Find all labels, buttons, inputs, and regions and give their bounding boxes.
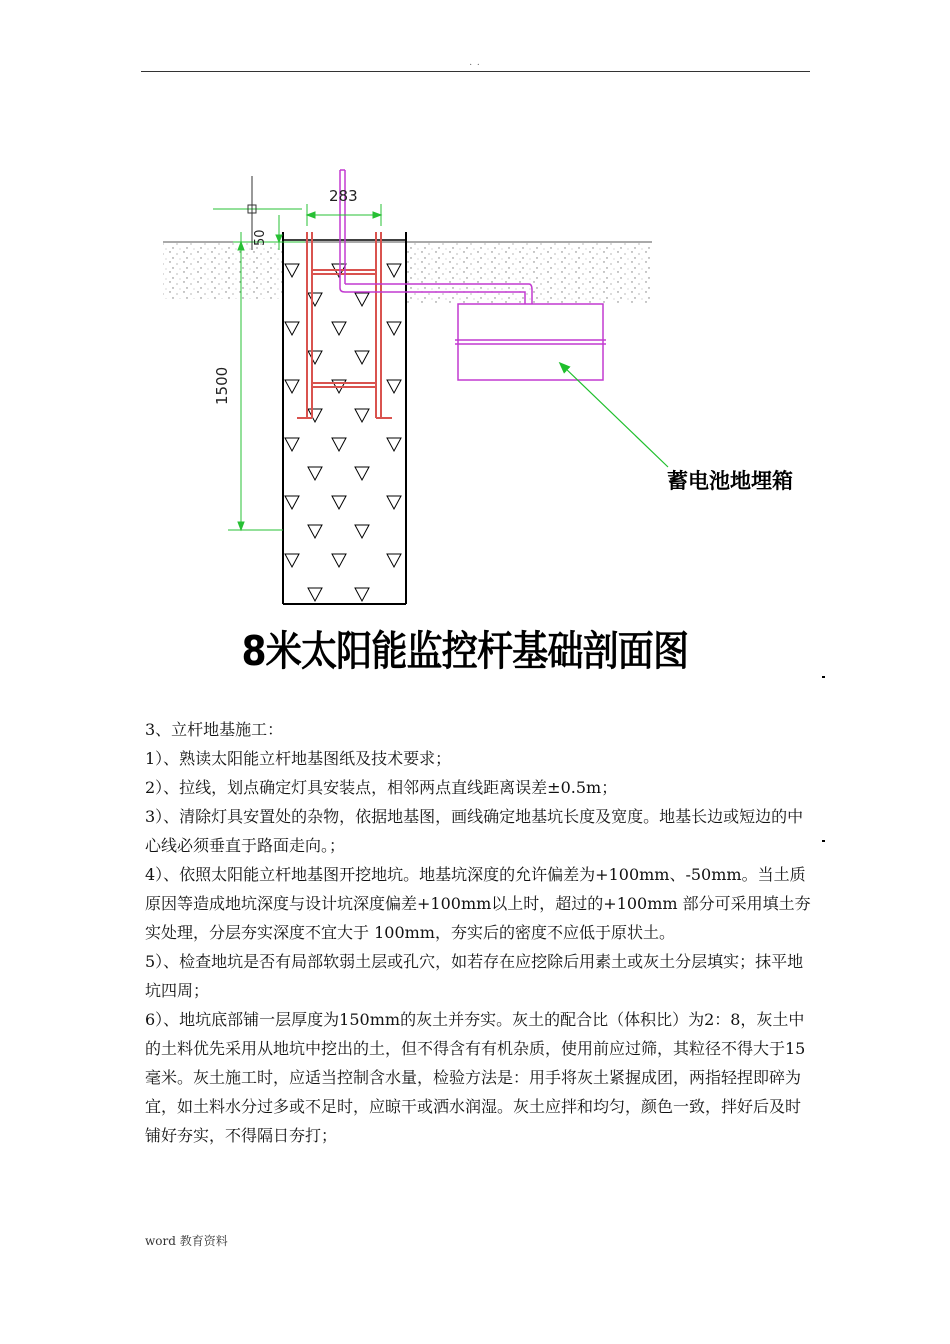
body-text (145, 715, 815, 1150)
header-rule (141, 71, 810, 72)
header-dots: . . (469, 58, 481, 68)
concrete-symbol (387, 322, 401, 335)
concrete-symbol (308, 467, 322, 480)
concrete-symbol (285, 438, 299, 451)
concrete-symbol (285, 380, 299, 393)
concrete-symbol (355, 293, 369, 306)
list-item: 2）、拉线，划点确定灯具安装点，相邻两点直线距离误差±0.5m； (145, 778, 618, 797)
concrete-symbol (387, 554, 401, 567)
battery-box-label: 蓄电池地埋箱 (667, 469, 793, 493)
concrete-symbol (332, 496, 346, 509)
concrete-symbol (387, 264, 401, 277)
figure-title: 8米太阳能监控杆基础剖面图 (241, 627, 689, 675)
offset-dimension-label: 50 (253, 229, 268, 246)
concrete-symbol (355, 467, 369, 480)
concrete-symbol (332, 554, 346, 567)
concrete-symbol (332, 322, 346, 335)
concrete-symbol (308, 409, 322, 422)
concrete-symbol (355, 588, 369, 601)
concrete-symbol (355, 351, 369, 364)
list-item: 4）、依照太阳能立杆地基图开挖地坑。地基坑深度的允许偏差为+100mm、-50mm。当土质原因等造成地坑深度与设计坑深度偏差+100mm以上时，超过的+100mm 部分可采用填土夯实处理，分层夯实深度不宜大于 100mm，夯实后的密度不应低于原状土。 (145, 865, 811, 942)
section-heading: 3、立杆地基施工： (145, 720, 284, 739)
concrete-symbol (308, 525, 322, 538)
concrete-symbol (387, 496, 401, 509)
concrete-symbol (308, 588, 322, 601)
list-item: 1）、熟读太阳能立杆地基图纸及技术要求； (145, 749, 452, 768)
concrete-symbol (308, 293, 322, 306)
concrete-symbol (387, 438, 401, 451)
list-item: 3）、清除灯具安置处的杂物，依据地基图，画线确定地基坑长度及宽度。地基长边或短边的中心线必须垂直于路面走向。； (145, 807, 804, 855)
concrete-symbol (285, 554, 299, 567)
concrete-fill-symbols (285, 264, 401, 601)
concrete-symbol (308, 351, 322, 364)
margin-mark (822, 676, 825, 678)
concrete-symbol (285, 264, 299, 277)
concrete-symbol (332, 438, 346, 451)
foundation-section-drawing (150, 160, 793, 630)
concrete-symbol (355, 409, 369, 422)
footer-text: word 教育资料 (145, 1234, 228, 1248)
width-dimension-label: 283 (329, 187, 358, 205)
battery-box (455, 304, 606, 380)
depth-dimension-label: 1500 (213, 366, 231, 405)
list-item: 5）、检查地坑是否有局部软弱土层或孔穴，如若存在应挖除后用素土或灰土分层填实；抹平地坑四周； (145, 952, 804, 1000)
concrete-symbol (355, 525, 369, 538)
list-item: 6）、地坑底部铺一层厚度为150mm的灰土并夯实。灰土的配合比（体积比）为2：8，灰土中的土料优先采用从地坑中挖出的土，但不得含有有机杂质，使用前应过筛，其粒径不得大于15毫米。灰土施工时，应适当控制含水量，检验方法是：用手将灰土紧握成团，两指轻捏即碎为宜，如土料水分过多或不足时，应晾干或洒水润湿。灰土应拌和均匀，颜色一致，拌好后及时铺好夯实，不得隔日夯打； (145, 1010, 806, 1145)
concrete-symbol (387, 380, 401, 393)
cable-conduit (340, 170, 532, 304)
ground-soil (163, 242, 652, 303)
concrete-symbol (285, 496, 299, 509)
width-dimension (307, 204, 381, 226)
margin-mark (822, 840, 825, 842)
concrete-symbol (285, 322, 299, 335)
box-leader-line (563, 366, 668, 467)
